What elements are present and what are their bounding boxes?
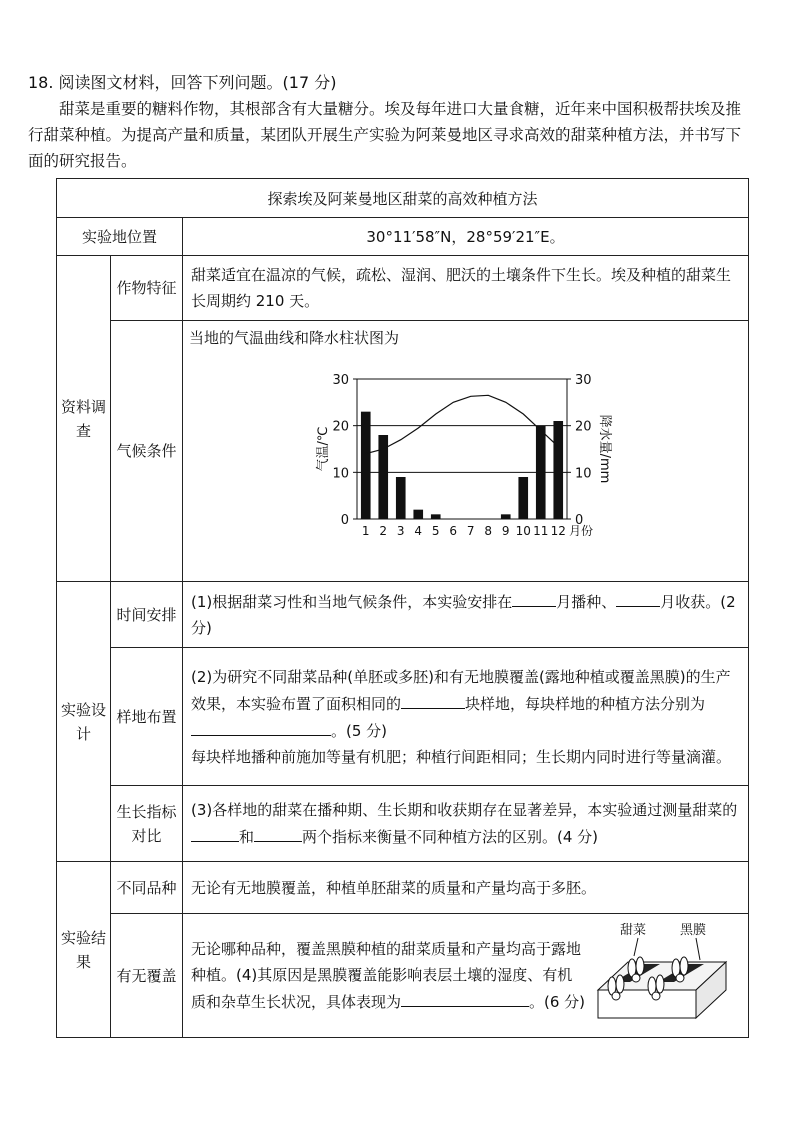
illus-beet-label: 甜菜 [620,923,647,938]
index-label: 生长指标对比 [111,786,183,862]
x-tick-label-1: 1 [361,524,370,538]
x-tick-label-12: 12 [550,524,566,538]
illus-film-pointer [696,938,700,960]
design-label: 实验设计 [57,582,111,862]
x-tick-label-2: 2 [379,524,388,538]
x-tick-label-10: 10 [515,524,531,538]
index-text-part-2: 和 [239,828,255,846]
right-tick-label-30: 30 [575,373,592,388]
x-axis-label: 月份 [569,524,594,538]
film-effect-blank[interactable] [401,988,529,1007]
plot-text-part-4: 每块样地播种前施加等量有机肥；种植行间距相同；生长期内同时进行等量滴灌。 [191,747,732,766]
climate-caption: 当地的气温曲线和降水柱状图为 [189,329,400,347]
precip-bar-10 [518,477,528,519]
left-tick-label-20: 20 [332,419,349,435]
time-text [183,582,749,648]
precip-bar-9 [501,514,511,519]
x-tick-label-5: 5 [431,524,440,538]
left-tick-label-10: 10 [332,466,349,482]
x-tick-label-6: 6 [449,524,458,538]
y-axis-label-right: 降水量/mm [597,414,612,484]
variety-label: 不同品种 [111,862,183,914]
time-text-part-3: 月收获。(2 分) [191,593,736,637]
climate-label: 气候条件 [111,321,183,582]
index-text [183,786,749,862]
left-tick-label-0: 0 [340,513,349,528]
film-text [191,936,586,1015]
index-text-part-3: 两个指标来衡量不同种植方法的区别。(4 分) [302,828,599,846]
precip-bar-12 [553,421,563,519]
left-tick-label-30: 30 [332,373,349,388]
x-tick-label-11: 11 [533,524,549,538]
y-axis-label-left: 气温/℃ [316,426,331,472]
right-tick-label-10: 10 [575,466,592,482]
x-tick-label-4: 4 [414,524,423,538]
precip-bar-3 [396,477,406,519]
right-tick-label-20: 20 [575,419,592,435]
time-label: 时间安排 [111,582,183,648]
precip-bar-4 [413,510,423,519]
question-title: 18. 阅读图文材料，回答下列问题。(17 分) [28,73,337,92]
crop-label: 作物特征 [111,256,183,321]
precip-bar-1 [361,412,371,519]
variety-text: 无论有无地膜覆盖，种植单胚甜菜的质量和产量均高于多胚。 [183,862,749,914]
x-tick-label-9: 9 [501,524,510,538]
temperature-line [366,395,559,453]
x-tick-label-3: 3 [396,524,405,538]
climate-cell [183,321,749,582]
index-text-part-1: (3)各样地的甜菜在播种期、生长期和收获期存在显著差异，本实验通过测量甜菜的 [191,801,738,819]
plot-count-blank[interactable] [401,690,465,709]
location-value: 30°11′58″N，28°59′21″E。 [183,218,749,256]
research-report-table [56,178,749,1038]
right-tick-label-0: 0 [575,513,584,528]
report-title: 探索埃及阿莱曼地区甜菜的高效种植方法 [57,179,749,218]
plot-text-part-2: 块样地，每块样地的种植方法分别为 [465,694,706,713]
film-label: 有无覆盖 [111,914,183,1038]
chart-frame [357,379,567,519]
harvest-month-blank[interactable] [616,588,660,607]
index-blank-1[interactable] [191,823,239,842]
research-label: 资料调查 [57,256,111,582]
film-cell [183,914,749,1038]
precip-bar-11 [536,426,546,519]
question-intro: 甜菜是重要的糖料作物，其根部含有大量糖分。埃及每年进口大量食糖，近年来中国积极帮扶埃及推行甜菜种植。为提高产量和质量，某团队开展生产实验为阿莱曼地区寻求高效的甜菜种植方法，并书写下面的研究报告。 [28,100,742,170]
film-text-part-1: 无论哪种品种，覆盖黑膜种植的甜菜质量和产量均高于露地种植。(4)其原因是黑膜覆盖能影响表层土壤的湿度、有机质和杂草生长状况，具体表现为 [191,940,582,1011]
plot-text-part-3: 。(5 分) [331,721,388,740]
climate-chart [183,321,749,581]
illus-film-label: 黑膜 [680,923,707,938]
index-blank-2[interactable] [254,823,302,842]
sowing-month-blank[interactable] [512,588,556,607]
film-text-part-2: 。(6 分) [529,993,586,1011]
result-label: 实验结果 [57,862,111,1038]
illus-beet-pointer [634,938,638,956]
plot-text-part-1: (2)为研究不同甜菜品种(单胚或多胚)和有无地膜覆盖(露地种植或覆盖黑膜)的生产效果，本实验布置了面积相同的 [191,667,731,713]
plot-method-blank[interactable] [191,717,331,736]
plot-text [183,648,749,786]
location-label: 实验地位置 [57,218,183,256]
plot-label: 样地布置 [111,648,183,786]
x-tick-label-8: 8 [484,524,493,538]
time-text-part-2: 月播种、 [556,593,617,611]
precip-bar-5 [431,514,441,519]
beet-illustration [588,920,738,1024]
time-text-part-1: (1)根据甜菜习性和当地气候条件，本实验安排在 [191,593,513,611]
crop-text: 甜菜适宜在温凉的气候，疏松、湿润、肥沃的土壤条件下生长。埃及种植的甜菜生长周期约 210 天。 [183,256,749,321]
x-tick-label-7: 7 [466,524,475,538]
